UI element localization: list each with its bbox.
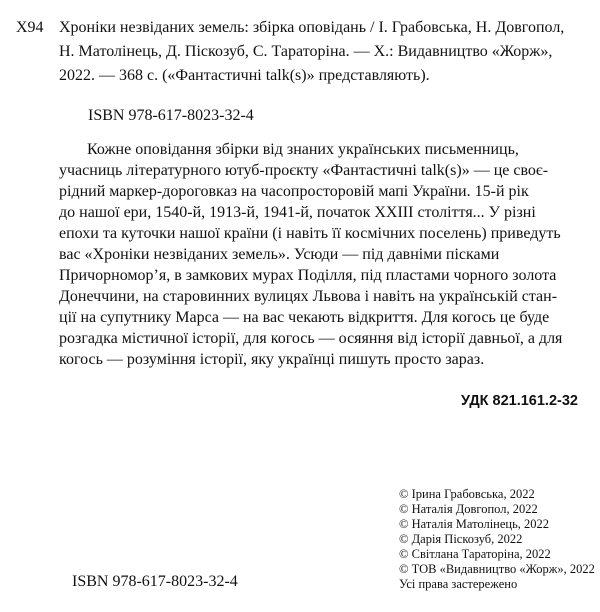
annotation-line: до нашої ери, 1540-й, 1913-й, 1941-й, початок ХХІІІ століття... У різні bbox=[59, 204, 536, 221]
copyright-block bbox=[399, 487, 595, 592]
isbn-top: ISBN 978-617-8023-32-4 bbox=[88, 107, 254, 124]
annotation-line: Кожне оповідання збірки від знаних українських письменниць, bbox=[87, 141, 519, 158]
annotation-line: епохи та куточки нашої країни (і навіть її космічних поселень) приведуть bbox=[59, 225, 561, 242]
annotation-line: Донеччини, на старовинних вулицях Львова і навіть на українській стан- bbox=[59, 288, 558, 305]
annotation-line: розгадка містичної історії, для когось — осяяння від історії давньої, а для bbox=[59, 330, 563, 347]
rights-reserved: Усі права застережено bbox=[399, 577, 518, 591]
annotation-line: ції на супутнику Марса — на вас чекають відкриття. Для когось це буде bbox=[59, 309, 550, 326]
copyright-line: © Світлана Тараторіна, 2022 bbox=[399, 547, 551, 561]
udk-code: УДК 821.161.2-32 bbox=[461, 393, 578, 409]
annotation-line: вас «Хроніки незвіданих земель». Усюди — під давніми пісками bbox=[59, 246, 500, 263]
annotation-line: рідний маркер-дороговказ на часопросторовій мапі України. 15-й рік bbox=[59, 183, 529, 200]
bibliographic-description bbox=[59, 16, 589, 88]
copyright-line: © Наталія Довгопол, 2022 bbox=[399, 502, 538, 516]
bibliographic-line: 2022. — 368 с. («Фантастичні talk(s)» представляють). bbox=[59, 67, 430, 84]
annotation-paragraph bbox=[59, 139, 589, 370]
copyright-line: © Ірина Грабовська, 2022 bbox=[399, 487, 535, 501]
library-code: Х94 bbox=[16, 19, 44, 36]
copyright-line: © ТОВ «Видавництво «Жорж», 2022 bbox=[399, 562, 595, 576]
bibliographic-line: Н. Матолінець, Д. Піскозуб, С. Тараторіна. — Х.: Видавництво «Жорж», bbox=[59, 43, 553, 60]
copyright-line: © Наталія Матолінець, 2022 bbox=[399, 517, 550, 531]
isbn-bottom: ISBN 978-617-8023-32-4 bbox=[72, 573, 238, 590]
annotation-line: учасниць літературного ютуб-проєкту «Фантастичні talk(s)» — це своє- bbox=[59, 162, 549, 179]
annotation-line: когось — розуміння історії, яку українці пишуть просто зараз. bbox=[59, 351, 485, 368]
copyright-line: © Дарія Піскозуб, 2022 bbox=[399, 532, 523, 546]
annotation-line: Причорномор’я, в замкових мурах Поділля, під пластами чорного золота bbox=[59, 267, 557, 284]
bibliographic-line: Хроніки незвіданих земель: збірка оповідань / І. Грабовська, Н. Довгопол, bbox=[59, 19, 565, 36]
